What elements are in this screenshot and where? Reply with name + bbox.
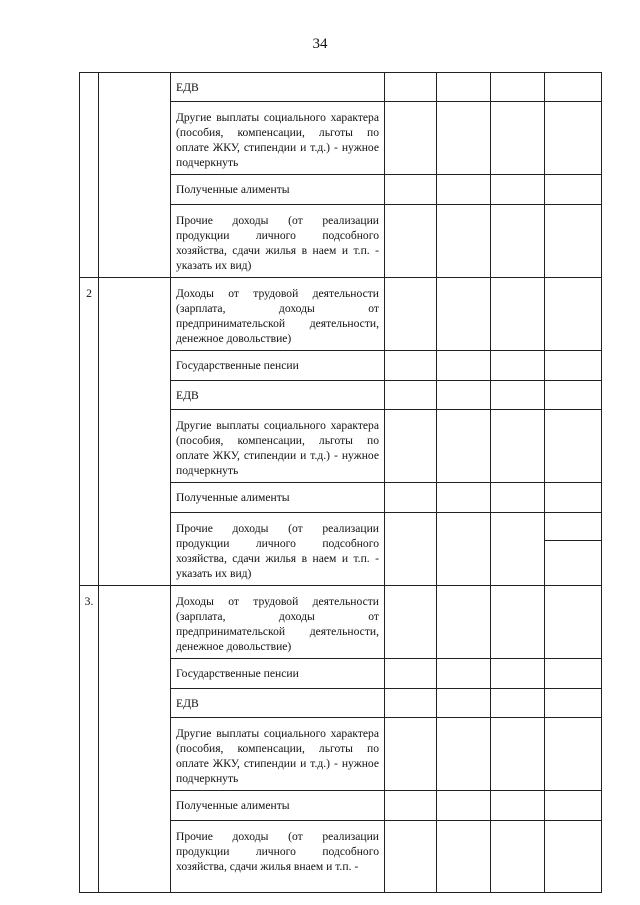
- value-cell[interactable]: [545, 718, 602, 791]
- blank-cell: [99, 73, 171, 278]
- value-cell[interactable]: [545, 73, 602, 102]
- value-cell[interactable]: [437, 278, 491, 351]
- value-cell-split[interactable]: [545, 513, 602, 586]
- value-cell[interactable]: [437, 205, 491, 278]
- income-type-label: Полученные алименты: [176, 183, 290, 196]
- income-type-label: ЕДВ: [176, 697, 199, 710]
- value-cell[interactable]: [437, 659, 491, 689]
- income-table: [79, 72, 602, 893]
- value-cell[interactable]: [437, 351, 491, 381]
- income-type-label: Прочие доходы (от реализации продукции личного подсобного хозяйства, сдачи жилья в наем и т.п. - указать их вид): [176, 214, 379, 272]
- value-cell[interactable]: [437, 410, 491, 483]
- value-cell[interactable]: [491, 718, 545, 791]
- value-cell[interactable]: [491, 73, 545, 102]
- value-cell[interactable]: [545, 791, 602, 821]
- value-cell[interactable]: [545, 483, 602, 513]
- income-type-label: Другие выплаты социального характера (пособия, компенсации, льготы по оплате ЖКУ, стипендии и т.д.) - нужное подчеркнуть: [176, 419, 379, 477]
- value-cell[interactable]: [437, 483, 491, 513]
- value-cell[interactable]: [437, 791, 491, 821]
- value-cell[interactable]: [437, 821, 491, 893]
- page-number: 34: [312, 36, 328, 52]
- value-cell[interactable]: [437, 586, 491, 659]
- table-row: [80, 278, 602, 351]
- value-cell[interactable]: [437, 381, 491, 410]
- row-number-cell: 2: [80, 278, 99, 586]
- value-cell[interactable]: [385, 351, 437, 381]
- value-cell[interactable]: [385, 586, 437, 659]
- value-cell[interactable]: [385, 689, 437, 718]
- value-cell[interactable]: [385, 278, 437, 351]
- value-cell[interactable]: [385, 791, 437, 821]
- blank-cell: [99, 586, 171, 893]
- value-cell[interactable]: [545, 381, 602, 410]
- table-row: [80, 586, 602, 659]
- value-cell[interactable]: [491, 381, 545, 410]
- value-cell[interactable]: [385, 381, 437, 410]
- value-cell[interactable]: [385, 659, 437, 689]
- row-number-cell: [80, 73, 99, 278]
- value-cell[interactable]: [545, 586, 602, 659]
- value-cell[interactable]: [545, 175, 602, 205]
- value-cell[interactable]: [491, 351, 545, 381]
- income-type-label: Прочие доходы (от реализации продукции личного подсобного хозяйства, сдачи жилья внаем и т.п. -: [176, 830, 379, 873]
- value-cell[interactable]: [491, 483, 545, 513]
- value-cell[interactable]: [545, 102, 602, 175]
- value-cell[interactable]: [491, 513, 545, 586]
- income-type-label: Государственные пенсии: [176, 667, 299, 680]
- income-type-label: Другие выплаты социального характера (пособия, компенсации, льготы по оплате ЖКУ, стипендии и т.д.) - нужное подчеркнуть: [176, 727, 379, 785]
- income-type-label: Доходы от трудовой деятельности (зарплата, доходы от предпринимательской деятельности, денежное довольствие): [176, 287, 379, 345]
- value-cell[interactable]: [437, 689, 491, 718]
- value-cell[interactable]: [545, 410, 602, 483]
- income-type-label: Прочие доходы (от реализации продукции личного подсобного хозяйства, сдачи жилья в наем и т.п. - указать их вид): [176, 522, 379, 580]
- income-type-label: Государственные пенсии: [176, 359, 299, 372]
- value-cell[interactable]: [385, 410, 437, 483]
- value-cell[interactable]: [491, 689, 545, 718]
- value-cell[interactable]: [385, 102, 437, 175]
- value-cell[interactable]: [385, 175, 437, 205]
- value-cell[interactable]: [437, 175, 491, 205]
- value-cell[interactable]: [491, 791, 545, 821]
- value-cell[interactable]: [491, 102, 545, 175]
- value-cell[interactable]: [491, 410, 545, 483]
- value-cell[interactable]: [545, 821, 602, 893]
- table-row: [80, 73, 602, 102]
- value-cell[interactable]: [385, 483, 437, 513]
- value-cell[interactable]: [491, 175, 545, 205]
- blank-cell: [99, 278, 171, 586]
- value-cell[interactable]: [491, 205, 545, 278]
- value-cell[interactable]: [545, 278, 602, 351]
- income-type-label: ЕДВ: [176, 81, 199, 94]
- value-cell[interactable]: [491, 586, 545, 659]
- value-cell[interactable]: [545, 205, 602, 278]
- income-type-label: Доходы от трудовой деятельности (зарплата, доходы от предпринимательской деятельности, денежное довольствие): [176, 595, 379, 653]
- value-cell[interactable]: [385, 821, 437, 893]
- income-type-label: Другие выплаты социального характера (пособия, компенсации, льготы по оплате ЖКУ, стипендии и т.д.) - нужное подчеркнуть: [176, 111, 379, 169]
- value-cell[interactable]: [491, 278, 545, 351]
- income-type-label: Полученные алименты: [176, 799, 290, 812]
- value-cell[interactable]: [545, 689, 602, 718]
- value-cell[interactable]: [437, 513, 491, 586]
- income-type-label: ЕДВ: [176, 389, 199, 402]
- value-cell[interactable]: [545, 659, 602, 689]
- value-cell[interactable]: [385, 205, 437, 278]
- value-cell[interactable]: [385, 73, 437, 102]
- row-number-cell: 3.: [80, 586, 99, 893]
- value-cell[interactable]: [491, 659, 545, 689]
- value-cell[interactable]: [437, 73, 491, 102]
- value-cell[interactable]: [437, 102, 491, 175]
- value-cell[interactable]: [385, 718, 437, 791]
- value-cell[interactable]: [437, 718, 491, 791]
- value-cell[interactable]: [385, 513, 437, 586]
- value-cell[interactable]: [491, 821, 545, 893]
- income-type-label: Полученные алименты: [176, 491, 290, 504]
- value-cell[interactable]: [545, 351, 602, 381]
